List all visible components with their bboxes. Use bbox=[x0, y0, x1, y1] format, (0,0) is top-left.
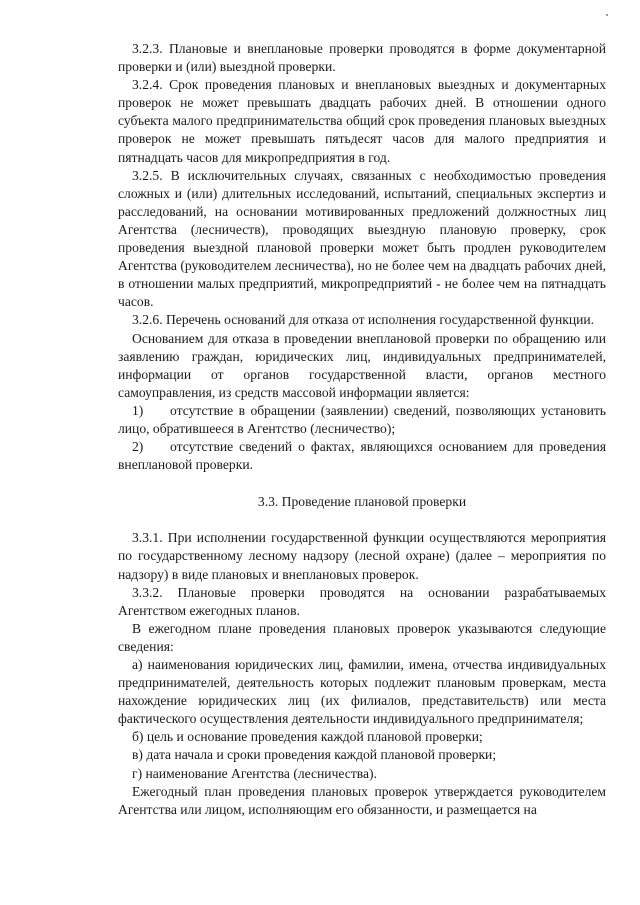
section-heading: 3.3. Проведение плановой проверки bbox=[257, 494, 467, 510]
paragraph-plan-contents: В ежегодном плане проведения плановых проверок указываются следующие сведения: bbox=[118, 620, 606, 654]
list-item-a: а) наименования юридических лиц, фамилии, имена, отчества индивидуальных предпринимателей, деятельность которых подлежит плановым проверкам, места нахождение юридических лиц (их филиалов, представительств) или места фактического осуществления деятельности индивидуального предпринимателя; bbox=[118, 657, 606, 727]
list-item-v: в) дата начала и сроки проведения каждой плановой проверки; bbox=[132, 747, 497, 763]
item-number: 2) bbox=[132, 439, 144, 455]
item-text: отсутствие сведений о фактах, являющихся основанием для проведения внеплановой проверки. bbox=[118, 439, 606, 473]
numbered-item-1 bbox=[118, 402, 606, 438]
paragraph-3-2-4: 3.2.4. Срок проведения плановых и внеплановых выездных и документарных проверок не может превышать двадцать рабочих дней. В отношении одного субъекта малого предпринимательства общий срок проведения плановых выездных проверок не может превышать пятьдесят часов для малого предприятия и пятнадцать часов для микропредприятия в год. bbox=[118, 77, 606, 165]
paragraph-plan-approval: Ежегодный план проведения плановых проверок утверждается руководителем Агентства или лицом, исполняющим его обязанности, и размещается на bbox=[118, 783, 606, 817]
list-item-b: б) цель и основание проведения каждой плановой проверки; bbox=[132, 729, 483, 745]
paragraph-3-2-6: 3.2.6. Перечень оснований для отказа от исполнения государственной функции. bbox=[132, 312, 595, 328]
numbered-item-2 bbox=[118, 438, 606, 474]
item-text: отсутствие в обращении (заявлении) сведений, позволяющих установить лицо, обратившееся в Агентство (лесничество); bbox=[118, 402, 606, 436]
list-item-g: г) наименование Агентства (лесничества). bbox=[132, 765, 377, 781]
scan-mark bbox=[606, 14, 608, 16]
paragraph-3-2-3: 3.2.3. Плановые и внеплановые проверки проводятся в форме документарной проверки и (или) выездной проверки. bbox=[118, 41, 606, 75]
paragraph-refusal-basis: Основанием для отказа в проведении внеплановой проверки по обращению или заявлению граждан, юридических лиц, индивидуальных предпринимателей, информации от органов государственной власти, органов местного самоуправления, из средств массовой информации является: bbox=[118, 330, 606, 400]
paragraph-3-3-2: 3.3.2. Плановые проверки проводятся на основании разрабатываемых Агентством ежегодных планов. bbox=[118, 584, 606, 618]
item-number: 1) bbox=[132, 402, 144, 418]
paragraph-3-2-5: 3.2.5. В исключительных случаях, связанных с необходимостью проведения сложных и (или) длительных исследований, испытаний, специальных экспертиз и расследований, на основании мотивированных предложений должностных лиц Агентства (лесничеств), проводящих выездную плановую проверку, срок проведения выездной плановой проверки может быть продлен руководителем Агентства (руководителем лесничества), но не более чем на двадцать рабочих дней, в отношении малых предприятий, микропредприятий - не более чем на пятнадцать часов. bbox=[118, 167, 606, 310]
paragraph-3-3-1: 3.3.1. При исполнении государственной функции осуществляются мероприятия по государственному лесному надзору (лесной охране) (далее – мероприятия по надзору) в виде плановых и внеплановых проверок. bbox=[118, 530, 606, 582]
